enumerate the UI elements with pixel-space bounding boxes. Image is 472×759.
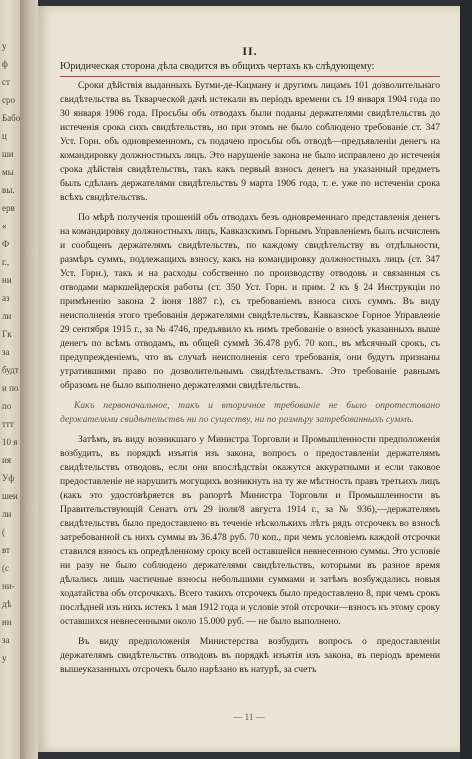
spine-text-fragment: вы. (2, 185, 15, 195)
spine-text-fragment: ст (2, 77, 10, 87)
spine-text-fragment: (с (2, 563, 9, 573)
spine-text-fragment: у (2, 41, 7, 51)
section-heading: II. (242, 44, 258, 58)
spine-text-fragment: аз (2, 293, 10, 303)
spine-text-fragment: дѣ (2, 599, 12, 609)
spine-text-fragment: г., (2, 257, 10, 267)
spine-text-fragment: ли (2, 311, 12, 321)
paragraph-2: По мѣрѣ полученія прошеній объ отводахъ безъ одновременнаго представленія денегъ на командировку должностныхъ лицъ, Кавказскимъ Горнымъ Управленіемъ былъ исчисленъ и сообщенъ держателямъ свидѣтельствъ, по каждому свидѣтельству въ отдѣльности, размѣръ суммъ, подлежащихъ взносу, какъ на командировку должностныхъ лицъ (ст. 347 Уст. Горн.), такъ и на расходы собственно по производству отводовъ и связанныя съ отводами маркшейдерскія работы (ст. 350 Уст. Горн. и прим. 2 къ § 24 Инструкціи по примѣненію закона 2 іюня 1887 г.), съ требованіемъ взноса сихъ суммъ. Въ виду неисполненія этого требованія держателями свидѣтельствъ, Кавказское Горное Управленіе 29 сентября 1915 г., за № 4746, предъявило къ нимъ требованіе о взносѣ указанныхъ выше денегъ по всѣмъ отводамъ, въ общей суммѣ 36.478 руб. 70 коп., въ мѣсячный срокъ, съ предупрежденіемъ, что въ случаѣ неисполненія сего требованія, они будутъ признаны утратившими право по дозволительнымъ свидѣтельствамъ. Это требованіе равнымъ образомъ не было выполнено держателями свидѣтельствъ. (60, 212, 440, 391)
paragraph-1: Сроки дѣйствія выданныхъ Бутми-де-Кацману и другимъ лицамъ 101 дозволительнаго свидѣтельства въ Ткварческой дачѣ истекали въ періодъ времени съ 19 января 1904 года по 30 января 1906 года. Просьбы объ отводахъ были поданы держателями свидѣтельствъ до истеченія срока сихъ свидѣтельствъ, но при этомъ не было соблюдено требованіе ст. 347 Уст. Горн. объ одновременномъ, съ подачею просьбы объ отводѣ—предъявленіи денегъ на командировку должностныхъ лицъ. Это нарушеніе закона не было исправлено до истеченія срока дѣйствія свидѣтельствъ, такъ какъ первый взносъ денегъ на указанный предметъ былъ сдѣланъ держателями свидѣтельствъ 9 марта 1906 года, т. е. уже по истеченіи срока всѣхъ свидѣтельствъ. (60, 80, 440, 203)
spine-text-fragment: Ф (2, 239, 10, 249)
spine-text-fragment: 10 я (2, 437, 18, 447)
spine-text-fragment: ия (2, 455, 11, 465)
spine-text-fragment: по (2, 401, 12, 411)
spine-text-fragment: за (2, 347, 10, 357)
spine-text-fragment: ли (2, 509, 12, 519)
spine-text-fragment: ттт (2, 419, 14, 429)
scan-border (460, 0, 472, 759)
spine-text-fragment: вт (2, 545, 10, 555)
spine-text-fragment: Бабо (2, 113, 20, 123)
spine-text-fragment: будт (2, 365, 19, 375)
spine-text-fragment: сро (2, 95, 15, 105)
spine-text-fragment: ши (2, 149, 14, 159)
spine-text-fragment: ни- (2, 581, 15, 591)
page-number: — 11 — (233, 712, 265, 722)
spine-text-fragment: нн (2, 617, 12, 627)
spine-text-fragment: и по (2, 383, 19, 393)
spine-text-fragment: ни (2, 275, 12, 285)
spine-text-fragment: ц (2, 131, 7, 141)
paragraph-3: Затѣмъ, въ виду возникшаго у Министра Торговли и Промышленности предположенія возбудить, въ порядкѣ изъятія изъ закона, вопросъ о предоставленіи держателямъ свидѣтельствъ отводовъ, если они впослѣдствіи окажутся аккуратными и если таковое предоставленіе не нарушитъ могущихъ возникнуть на ту же мѣстность правъ третьихъ лицъ (какъ это удостовѣряется въ рапортѣ Министра Торговли и Промышленности въ Правительствующій Сенатъ отъ 29 іюля/8 августа 1914 г., за № 936),—держателямъ свидѣтельствъ было предоставлено въ теченіе нѣсколькихъ лѣтъ рядъ отсрочекъ во взносѣ затребованной съ нихъ суммы въ 36.478 руб. 70 коп., при чемъ условіемъ каждой отсрочки ставился взносъ къ опредѣленному сроку всей оставшейся невнесенною суммы. Это условіе ни разу не было соблюдено держателями свидѣтельствъ, которыми въ разное время дѣлались лишь частичные взносы небольшими суммами и затѣмъ возбуждались новыя ходатайства объ отсрочкахъ. Всего такихъ отсрочекъ было предоставлено 8, при чемъ срокъ послѣдней изъ нихъ истекъ 1 мая 1912 года и условіе этой отсрочки—взносъ къ этому сроку оставшихся невнесенными около 15.000 руб. — не было выполнено. (60, 434, 440, 627)
handwritten-style-note: Какъ первоначальное, такъ и вторичное требованіе не было опротестовано держателями свидѣтельствъ ни по существу, ни по размѣру затребованныхъ суммъ. (60, 400, 440, 425)
spine-text-fragment: ( (2, 527, 5, 537)
spine-text-fragment: за (2, 635, 10, 645)
spine-text-fragment: Гк (2, 329, 12, 339)
spine-text-fragment: « (2, 221, 7, 231)
adjacent-page-edge (0, 0, 20, 759)
underlined-lead-sentence: Юридическая сторона дѣла сводится въ общихъ чертахъ къ слѣдующему: (60, 60, 440, 77)
paragraph-4: Въ виду предположенія Министерства возбудить вопросъ о предоставленіи держателямъ свидѣтельствъ отводовъ въ порядкѣ изъятія изъ закона, въ періодъ времени вышеуказанныхъ отсрочекъ было нарѣзано въ натурѣ, за счетъ (60, 636, 440, 675)
document-page (38, 6, 460, 752)
spine-text-fragment: Уф (2, 473, 15, 483)
spine-text-fragment: ерв (2, 203, 15, 213)
spine-text-fragment: шеи (2, 491, 18, 501)
spine-text-fragment: у (2, 653, 7, 663)
spine-text-fragment: ф (2, 59, 8, 69)
spine-text-fragment: мы (2, 167, 14, 177)
page-content (60, 16, 440, 683)
book-gutter (20, 0, 38, 759)
